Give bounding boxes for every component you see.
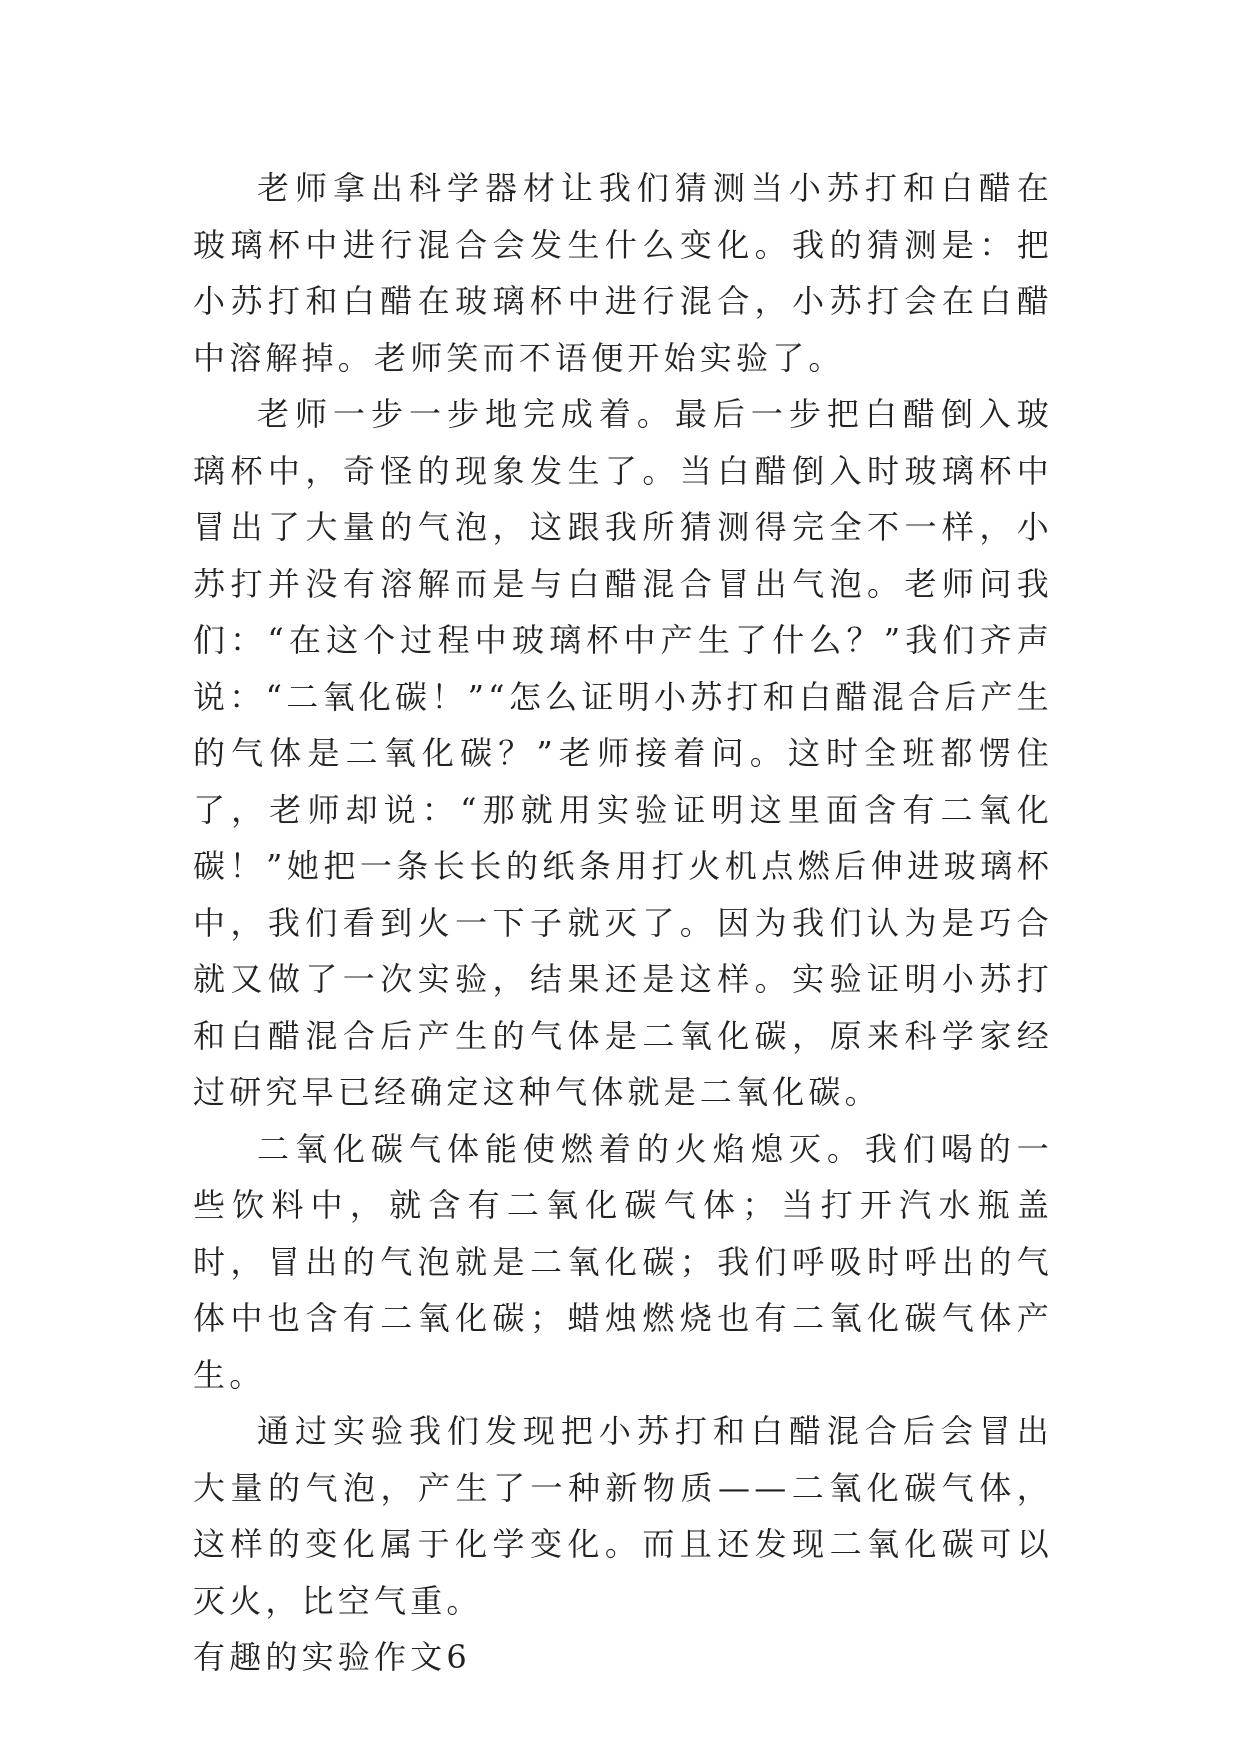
paragraph-4: 通过实验我们发现把小苏打和白醋混合后会冒出大量的气泡，产生了一种新物质——二氧化碳气体，这样的变化属于化学变化。而且还发现二氧化碳可以灭火，比空气重。 — [193, 1412, 1053, 1620]
paragraph-1: 老师拿出科学器材让我们猜测当小苏打和白醋在玻璃杯中进行混合会发生什么变化。我的猜测是：把小苏打和白醋在玻璃杯中进行混合，小苏打会在白醋中溶解掉。老师笑而不语便开始实验了。 — [193, 169, 1053, 377]
paragraph-2: 老师一步一步地完成着。最后一步把白醋倒入玻璃杯中，奇怪的现象发生了。当白醋倒入时玻璃杯中冒出了大量的气泡，这跟我所猜测得完全不一样，小苏打并没有溶解而是与白醋混合冒出气泡。老师问我们：“在这个过程中玻璃杯中产生了什么？”我们齐声说：“二氧化碳！”“怎么证明小苏打和白醋混合后产生的气体是二氧化碳？”老师接着问。这时全班都愣住了，老师却说：“那就用实验证明这里面含有二氧化碳！”她把一条长长的纸条用打火机点燃后伸进玻璃杯中，我们看到火一下子就灭了。因为我们认为是巧合就又做了一次实验，结果还是这样。实验证明小苏打和白醋混合后产生的气体是二氧化碳，原来科学家经过研究早已经确定这种气体就是二氧化碳。 — [193, 395, 1053, 1111]
section-heading: 有趣的实验作文6 — [193, 1638, 471, 1676]
paragraph-3: 二氧化碳气体能使燃着的火焰熄灭。我们喝的一些饮料中，就含有二氧化碳气体；当打开汽水瓶盖时，冒出的气泡就是二氧化碳；我们呼吸时呼出的气体中也含有二氧化碳；蜡烛燃烧也有二氧化碳气体产生。 — [193, 1129, 1053, 1394]
document-body — [193, 160, 1053, 1686]
